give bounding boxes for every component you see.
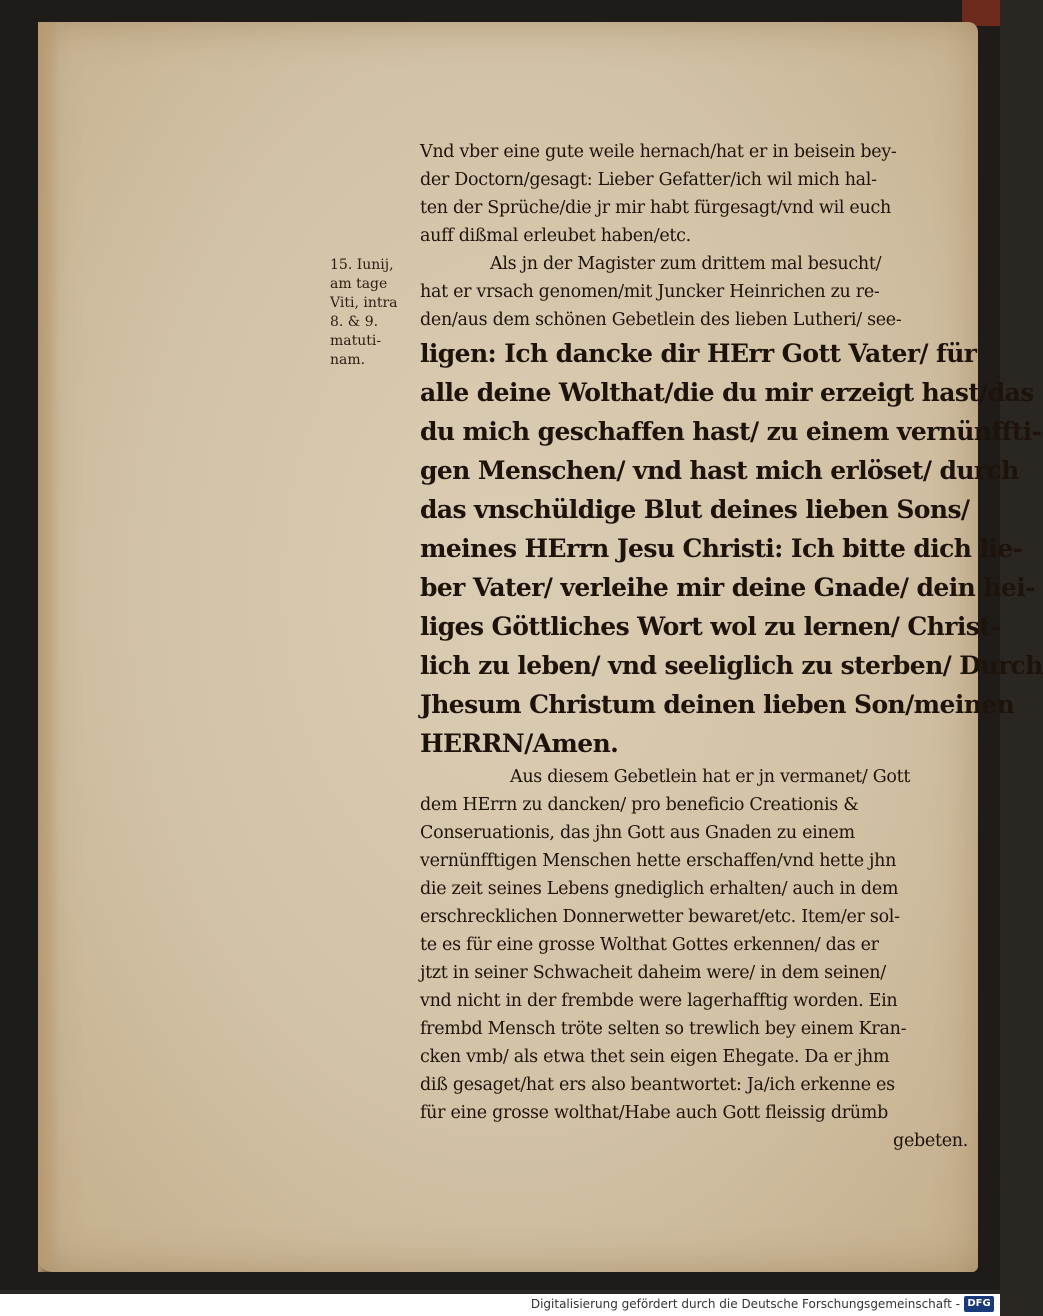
text-line: Aus diesem Gebetlein hat er jn vermanet/ Gott (510, 767, 911, 787)
footer-credit: Digitalisierung gefördert durch die Deutsche Forschungsgemeinschaft - (530, 1297, 960, 1311)
text-line: vnd nicht in der frembde were lagerhafftig worden. Ein (420, 991, 898, 1011)
margin-note-line: am tage (330, 276, 388, 292)
text-line: diß gesaget/hat ers also beantwortet: Ja/ich erkenne es (420, 1075, 895, 1095)
dfg-logo: DFG (964, 1296, 994, 1312)
footer-bar (0, 1294, 1000, 1316)
text-line: ber Vater/ verleihe mir deine Gnade/ dein hei- (420, 573, 1035, 602)
text-line: jtzt in seiner Schwacheit daheim were/ in dem seinen/ (420, 963, 886, 983)
text-line: auff dißmal erleubet haben/etc. (420, 226, 691, 246)
text-line: alle deine Wolthat/die du mir erzeigt hast/das (420, 378, 1034, 407)
margin-note-line: 15. Iunij, (330, 257, 394, 273)
text-line: Jhesum Christum deinen lieben Son/meinen (420, 690, 1015, 719)
text-line: gen Menschen/ vnd hast mich erlöset/ durch (420, 456, 1019, 485)
text-line: ten der Sprüche/die jr mir habt fürgesagt/vnd wil euch (420, 198, 891, 218)
text-line: dem HErrn zu dancken/ pro beneficio Creationis & (420, 795, 859, 815)
text-line: HERRN/Amen. (420, 729, 619, 758)
text-line: Als jn der Magister zum drittem mal besucht/ (490, 254, 882, 274)
text-line: gebeten. (893, 1131, 968, 1151)
text-line: frembd Mensch tröte selten so trewlich bey einem Kran- (420, 1019, 907, 1039)
text-line: die zeit seines Lebens gnediglich erhalten/ auch in dem (420, 879, 899, 899)
margin-note-line: 8. & 9. (330, 314, 379, 330)
text-line: te es für eine grosse Wolthat Gottes erkennen/ das er (420, 935, 879, 955)
body-text (420, 138, 1043, 1155)
text-line: ligen: Ich dancke dir HErr Gott Vater/ für (420, 339, 977, 368)
text-line: lich zu leben/ vnd seeliglich zu sterben/ Durch (420, 651, 1043, 680)
margin-note-line: Viti, intra (330, 295, 398, 311)
text-line: Vnd vber eine gute weile hernach/hat er in beisein bey- (420, 142, 897, 162)
text-line: hat er vrsach genomen/mit Juncker Heinrichen zu re- (420, 282, 880, 302)
text-line: den/aus dem schönen Gebetlein des lieben Lutheri/ see- (420, 310, 902, 330)
margin-note-line: matuti- (330, 333, 382, 349)
text-line: erschrecklichen Donnerwetter bewaret/etc. Item/er sol- (420, 907, 900, 927)
page-edge (38, 22, 60, 1272)
text-line: vernünfftigen Menschen hette erschaffen/vnd hette jhn (420, 851, 897, 871)
text-line: Conseruationis, das jhn Gott aus Gnaden zu einem (420, 823, 855, 843)
margin-note-line: nam. (330, 352, 366, 368)
text-line: das vnschüldige Blut deines lieben Sons/ (420, 495, 970, 524)
margin-note (330, 256, 430, 370)
text-line: du mich geschaffen hast/ zu einem vernünffti- (420, 417, 1042, 446)
text-line: für eine grosse wolthat/Habe auch Gott fleissig drümb (420, 1103, 888, 1123)
text-line: der Doctorn/gesagt: Lieber Gefatter/ich wil mich hal- (420, 170, 877, 190)
text-line: cken vmb/ als etwa thet sein eigen Ehegate. Da er jhm (420, 1047, 890, 1067)
text-line: liges Göttliches Wort wol zu lernen/ Christ- (420, 612, 1000, 641)
text-line: meines HErrn Jesu Christi: Ich bitte dich lie- (420, 534, 1023, 563)
